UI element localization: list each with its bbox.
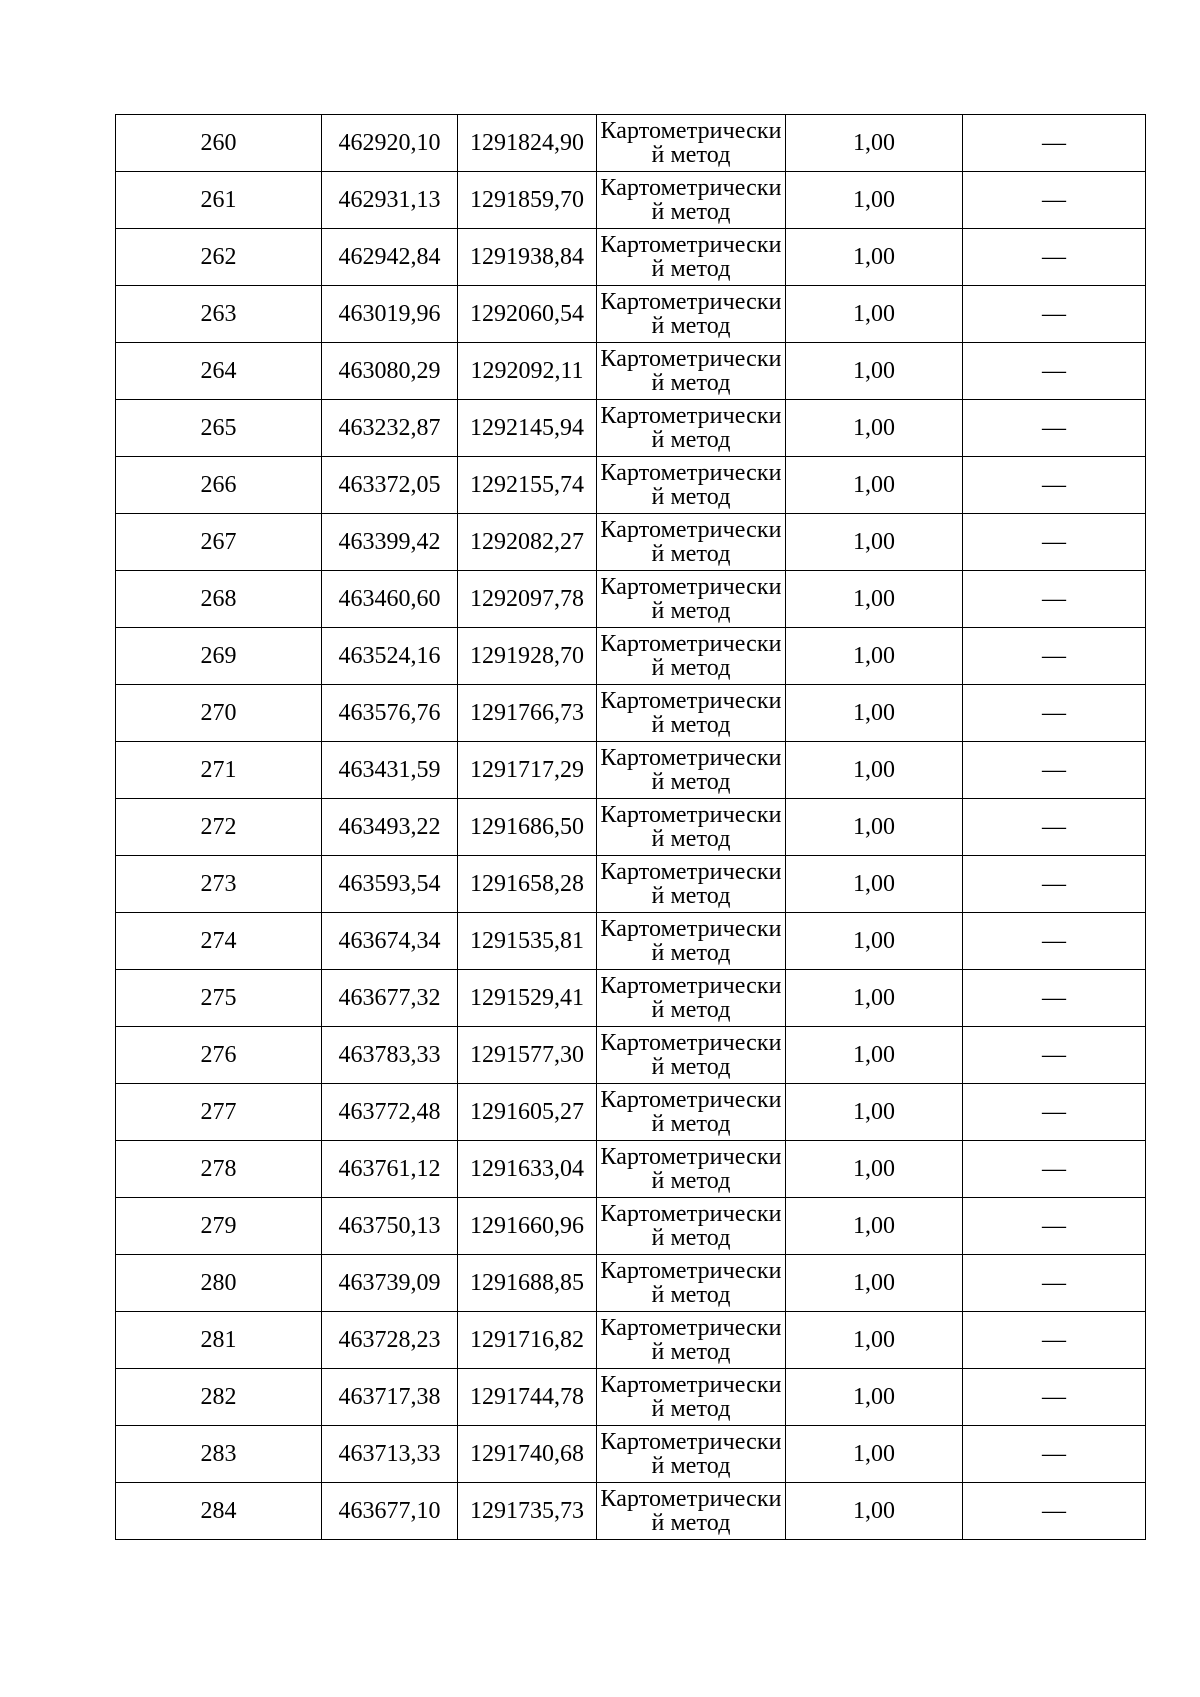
coordinate-x-cell: 463717,38 [322,1369,458,1426]
method-text-line-2: й метод [651,1510,731,1536]
method-text-line-1: Картометрически [600,1030,782,1056]
note-cell: — [963,1483,1146,1540]
point-number-cell: 266 [116,457,322,514]
table-row [116,856,1146,913]
table-row [116,571,1146,628]
method-text-line-1: Картометрически [600,574,782,600]
precision-cell: 1,00 [786,1141,963,1198]
coordinate-y-cell: 1291529,41 [458,970,597,1027]
point-number-cell: 261 [116,172,322,229]
table-row [116,1483,1146,1540]
table-row [116,1027,1146,1084]
precision-cell: 1,00 [786,229,963,286]
precision-cell: 1,00 [786,172,963,229]
note-cell: — [963,799,1146,856]
table-row [116,1141,1146,1198]
point-number-cell: 272 [116,799,322,856]
coordinate-x-cell: 463750,13 [322,1198,458,1255]
method-text-line-2: й метод [651,1396,731,1422]
coordinate-x-cell: 463232,87 [322,400,458,457]
note-cell: — [963,628,1146,685]
coordinate-y-cell: 1291859,70 [458,172,597,229]
method-text-line-2: й метод [651,1453,731,1479]
method-cell [597,1141,786,1198]
point-number-cell: 268 [116,571,322,628]
point-number-cell: 275 [116,970,322,1027]
coordinate-x-cell: 463019,96 [322,286,458,343]
method-cell [597,799,786,856]
coordinate-x-cell: 463783,33 [322,1027,458,1084]
table-row [116,1426,1146,1483]
table-row [116,970,1146,1027]
note-cell: — [963,286,1146,343]
coordinate-x-cell: 463677,32 [322,970,458,1027]
coordinate-y-cell: 1292097,78 [458,571,597,628]
method-cell [597,457,786,514]
table-row [116,742,1146,799]
note-cell: — [963,514,1146,571]
method-text-line-1: Картометрически [600,289,782,315]
precision-cell: 1,00 [786,913,963,970]
note-cell: — [963,856,1146,913]
method-cell [597,571,786,628]
method-text-line-2: й метод [651,883,731,909]
method-text-line-2: й метод [651,1168,731,1194]
method-text-line-2: й метод [651,712,731,738]
coordinate-x-cell: 463372,05 [322,457,458,514]
method-text-line-1: Картометрически [600,1315,782,1341]
table-row [116,913,1146,970]
method-text-line-2: й метод [651,541,731,567]
method-text-line-1: Картометрически [600,1144,782,1170]
coordinate-x-cell: 463674,34 [322,913,458,970]
method-text-line-1: Картометрически [600,1372,782,1398]
note-cell: — [963,742,1146,799]
method-text-line-1: Картометрически [600,973,782,999]
method-text-line-2: й метод [651,142,731,168]
point-number-cell: 284 [116,1483,322,1540]
table-row [116,1198,1146,1255]
coordinate-x-cell: 463524,16 [322,628,458,685]
table-row [116,343,1146,400]
coordinate-y-cell: 1291744,78 [458,1369,597,1426]
method-text-line-1: Картометрически [600,688,782,714]
coordinate-y-cell: 1291735,73 [458,1483,597,1540]
coordinate-y-cell: 1291688,85 [458,1255,597,1312]
point-number-cell: 283 [116,1426,322,1483]
method-cell [597,1369,786,1426]
method-text-line-1: Картометрически [600,460,782,486]
method-text-line-1: Картометрически [600,517,782,543]
table-row [116,1312,1146,1369]
method-text-line-1: Картометрически [600,346,782,372]
coordinate-y-cell: 1291766,73 [458,685,597,742]
table-row [116,514,1146,571]
coordinate-y-cell: 1292092,11 [458,343,597,400]
table-row [116,400,1146,457]
coordinate-x-cell: 463493,22 [322,799,458,856]
method-text-line-2: й метод [651,655,731,681]
coordinate-y-cell: 1291658,28 [458,856,597,913]
precision-cell: 1,00 [786,970,963,1027]
point-number-cell: 267 [116,514,322,571]
method-text-line-1: Картометрически [600,175,782,201]
table-row [116,799,1146,856]
method-cell [597,913,786,970]
method-cell [597,856,786,913]
note-cell: — [963,1255,1146,1312]
precision-cell: 1,00 [786,799,963,856]
coordinate-y-cell: 1291577,30 [458,1027,597,1084]
method-cell [597,970,786,1027]
table-row [116,1369,1146,1426]
method-text-line-2: й метод [651,370,731,396]
note-cell: — [963,1141,1146,1198]
coordinate-x-cell: 463761,12 [322,1141,458,1198]
method-text-line-1: Картометрически [600,859,782,885]
method-text-line-2: й метод [651,1225,731,1251]
note-cell: — [963,1369,1146,1426]
method-text-line-1: Картометрически [600,1429,782,1455]
point-number-cell: 278 [116,1141,322,1198]
precision-cell: 1,00 [786,343,963,400]
note-cell: — [963,457,1146,514]
coordinate-y-cell: 1292082,27 [458,514,597,571]
method-text-line-1: Картометрически [600,916,782,942]
note-cell: — [963,1084,1146,1141]
coordinate-x-cell: 463431,59 [322,742,458,799]
precision-cell: 1,00 [786,286,963,343]
precision-cell: 1,00 [786,1027,963,1084]
precision-cell: 1,00 [786,856,963,913]
method-cell [597,286,786,343]
coordinate-x-cell: 463772,48 [322,1084,458,1141]
coordinate-x-cell: 463399,42 [322,514,458,571]
coordinate-y-cell: 1291660,96 [458,1198,597,1255]
note-cell: — [963,115,1146,172]
point-number-cell: 282 [116,1369,322,1426]
precision-cell: 1,00 [786,115,963,172]
method-text-line-2: й метод [651,427,731,453]
method-cell [597,1426,786,1483]
precision-cell: 1,00 [786,742,963,799]
note-cell: — [963,1198,1146,1255]
coordinate-y-cell: 1292145,94 [458,400,597,457]
method-text-line-2: й метод [651,598,731,624]
note-cell: — [963,1426,1146,1483]
coordinate-x-cell: 462931,13 [322,172,458,229]
table-row [116,685,1146,742]
precision-cell: 1,00 [786,1084,963,1141]
table-row [116,628,1146,685]
coordinate-y-cell: 1292155,74 [458,457,597,514]
note-cell: — [963,343,1146,400]
coordinate-x-cell: 463677,10 [322,1483,458,1540]
precision-cell: 1,00 [786,1426,963,1483]
method-text-line-2: й метод [651,313,731,339]
coordinates-table-body [116,115,1146,1540]
precision-cell: 1,00 [786,1312,963,1369]
method-text-line-2: й метод [651,1282,731,1308]
method-cell [597,400,786,457]
method-text-line-1: Картометрически [600,403,782,429]
method-text-line-2: й метод [651,484,731,510]
point-number-cell: 260 [116,115,322,172]
precision-cell: 1,00 [786,1483,963,1540]
method-text-line-1: Картометрически [600,631,782,657]
point-number-cell: 263 [116,286,322,343]
coordinate-x-cell: 463576,76 [322,685,458,742]
point-number-cell: 270 [116,685,322,742]
table-row [116,457,1146,514]
precision-cell: 1,00 [786,400,963,457]
note-cell: — [963,1312,1146,1369]
precision-cell: 1,00 [786,457,963,514]
method-cell [597,1084,786,1141]
coordinate-x-cell: 463728,23 [322,1312,458,1369]
coordinate-y-cell: 1291633,04 [458,1141,597,1198]
note-cell: — [963,571,1146,628]
precision-cell: 1,00 [786,1198,963,1255]
note-cell: — [963,400,1146,457]
method-text-line-1: Картометрически [600,1258,782,1284]
coordinate-x-cell: 462920,10 [322,115,458,172]
method-text-line-2: й метод [651,256,731,282]
note-cell: — [963,229,1146,286]
coordinate-x-cell: 463713,33 [322,1426,458,1483]
coordinate-y-cell: 1291740,68 [458,1426,597,1483]
note-cell: — [963,970,1146,1027]
method-text-line-1: Картометрически [600,118,782,144]
coordinate-y-cell: 1291938,84 [458,229,597,286]
note-cell: — [963,913,1146,970]
table-row [116,286,1146,343]
method-text-line-2: й метод [651,1339,731,1365]
method-text-line-2: й метод [651,1054,731,1080]
point-number-cell: 273 [116,856,322,913]
coordinate-x-cell: 463460,60 [322,571,458,628]
method-cell [597,1255,786,1312]
table-row [116,229,1146,286]
method-cell [597,1027,786,1084]
coordinate-x-cell: 463739,09 [322,1255,458,1312]
method-text-line-2: й метод [651,769,731,795]
point-number-cell: 277 [116,1084,322,1141]
method-text-line-2: й метод [651,826,731,852]
table-row [116,172,1146,229]
point-number-cell: 269 [116,628,322,685]
method-text-line-1: Картометрически [600,745,782,771]
point-number-cell: 271 [116,742,322,799]
method-cell [597,172,786,229]
method-cell [597,685,786,742]
method-text-line-1: Картометрически [600,1486,782,1512]
precision-cell: 1,00 [786,628,963,685]
point-number-cell: 279 [116,1198,322,1255]
method-cell [597,742,786,799]
point-number-cell: 262 [116,229,322,286]
method-text-line-2: й метод [651,1111,731,1137]
point-number-cell: 274 [116,913,322,970]
note-cell: — [963,172,1146,229]
precision-cell: 1,00 [786,1369,963,1426]
method-text-line-1: Картометрически [600,802,782,828]
method-cell [597,1198,786,1255]
coordinate-y-cell: 1291824,90 [458,115,597,172]
coordinate-y-cell: 1292060,54 [458,286,597,343]
note-cell: — [963,685,1146,742]
point-number-cell: 276 [116,1027,322,1084]
coordinates-table [115,114,1146,1540]
table-row [116,1084,1146,1141]
method-cell [597,343,786,400]
point-number-cell: 281 [116,1312,322,1369]
coordinate-y-cell: 1291535,81 [458,913,597,970]
precision-cell: 1,00 [786,1255,963,1312]
method-cell [597,1312,786,1369]
method-cell [597,1483,786,1540]
note-cell: — [963,1027,1146,1084]
method-text-line-1: Картометрически [600,1201,782,1227]
table-row [116,115,1146,172]
coordinate-x-cell: 462942,84 [322,229,458,286]
precision-cell: 1,00 [786,514,963,571]
method-cell [597,628,786,685]
method-text-line-2: й метод [651,199,731,225]
coordinate-y-cell: 1291928,70 [458,628,597,685]
method-cell [597,115,786,172]
point-number-cell: 280 [116,1255,322,1312]
table-row [116,1255,1146,1312]
method-text-line-1: Картометрически [600,232,782,258]
point-number-cell: 264 [116,343,322,400]
coordinate-x-cell: 463080,29 [322,343,458,400]
method-text-line-2: й метод [651,940,731,966]
precision-cell: 1,00 [786,685,963,742]
method-cell [597,229,786,286]
point-number-cell: 265 [116,400,322,457]
method-cell [597,514,786,571]
precision-cell: 1,00 [786,571,963,628]
coordinate-y-cell: 1291716,82 [458,1312,597,1369]
coordinate-x-cell: 463593,54 [322,856,458,913]
coordinate-y-cell: 1291605,27 [458,1084,597,1141]
method-text-line-1: Картометрически [600,1087,782,1113]
method-text-line-2: й метод [651,997,731,1023]
coordinate-y-cell: 1291717,29 [458,742,597,799]
coordinate-y-cell: 1291686,50 [458,799,597,856]
